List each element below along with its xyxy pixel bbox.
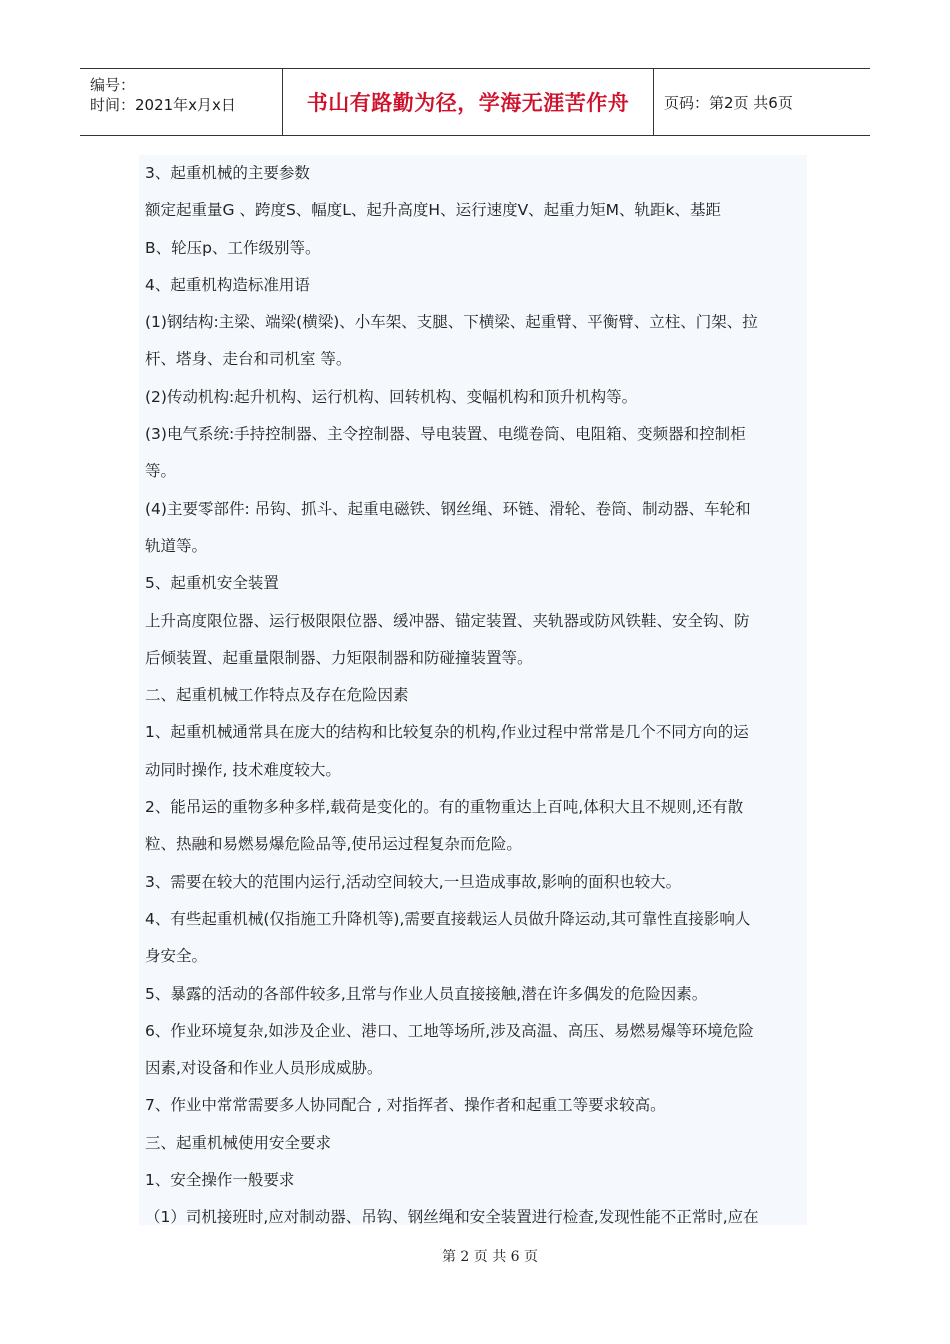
body-line: (2)传动机构:起升机构、运行机构、回转机构、变幅机构和顶升机构等。	[145, 387, 638, 406]
body-line: 三、起重机械使用安全要求	[145, 1133, 332, 1152]
body-line: 1、安全操作一般要求	[145, 1171, 295, 1190]
header-motto: 书山有路勤为径，学海无涯苦作舟	[282, 69, 654, 135]
body-line: 后倾装置、起重量限制器、力矩限制器和防碰撞装置等。	[145, 648, 533, 667]
body-line: 5、暴露的活动的各部件较多,且常与作业人员直接接触,潜在许多偶发的危险因素。	[145, 984, 708, 1003]
body-line: B、轮压p、工作级别等。	[145, 238, 321, 257]
body-line: 1、起重机械通常具在庞大的结构和比较复杂的机构,作业过程中常常是几个不同方向的运	[145, 723, 749, 742]
body-line: 7、作业中常常需要多人协同配合 , 对指挥者、操作者和起重工等要求较高。	[145, 1096, 666, 1115]
body-line: (1)钢结构:主梁、端梁(横梁)、小车架、支腿、下横梁、起重臂、平衡臂、立柱、门架、拉	[145, 313, 758, 332]
document-header	[80, 68, 870, 136]
body-line: 上升高度限位器、运行极限限位器、缓冲器、锚定装置、夹轨器或防风铁鞋、安全钩、防	[145, 611, 750, 630]
body-line: 5、起重机安全装置	[145, 574, 279, 593]
body-line: 额定起重量G 、跨度S、幅度L、起升高度H、运行速度V、起重力矩M、轨距k、基距	[145, 201, 722, 220]
body-line: (4)主要零部件: 吊钩、抓斗、起重电磁铁、钢丝绳、环链、滑轮、卷筒、制动器、车轮和	[145, 499, 751, 518]
body-line: 4、起重机构造标准用语	[145, 275, 310, 294]
body-line: 杆、塔身、走台和司机室 等。	[145, 350, 352, 369]
body-line: 3、起重机械的主要参数	[145, 164, 310, 182]
body-line: 轨道等。	[145, 536, 208, 555]
body-line: 身安全。	[145, 947, 208, 966]
document-body	[139, 155, 807, 1225]
header-page-label: 页码：第2页 共6页	[664, 93, 793, 112]
header-meta	[80, 69, 282, 135]
body-line: 4、有些起重机械(仅指施工升降机等),需要直接载运人员做升降运动,其可靠性直接影响人	[145, 909, 751, 928]
body-line: 粒、热融和易燃易爆危险品等,使吊运过程复杂而危险。	[145, 835, 522, 854]
number-label: 编号：	[90, 76, 136, 94]
body-line: 动同时操作, 技术难度较大。	[145, 760, 341, 779]
body-line: 3、需要在较大的范围内运行,活动空间较大,一旦造成事故,影响的面积也较大。	[145, 872, 682, 891]
page-footer: 第 2 页 共 6 页	[441, 1249, 539, 1265]
body-line: (3)电气系统:手持控制器、主令控制器、导电装置、电缆卷筒、电阻箱、变频器和控制柜	[145, 425, 746, 444]
time-label: 时间：2021年x月x日	[90, 96, 236, 114]
body-line: 6、作业环境复杂,如涉及企业、港口、工地等场所,涉及高温、高压、易燃易爆等环境危险	[145, 1021, 754, 1040]
body-line: 二、起重机械工作特点及存在危险因素	[145, 686, 409, 705]
body-line: 等。	[145, 462, 177, 481]
body-line: （1）司机接班时,应对制动器、吊钩、钢丝绳和安全装置进行检查,发现性能不正常时,应在	[145, 1208, 759, 1227]
body-line: 2、能吊运的重物多种多样,载荷是变化的。有的重物重达上百吨,体积大且不规则,还有散	[145, 798, 744, 817]
body-line: 因素,对设备和作业人员形成威胁。	[145, 1059, 383, 1078]
